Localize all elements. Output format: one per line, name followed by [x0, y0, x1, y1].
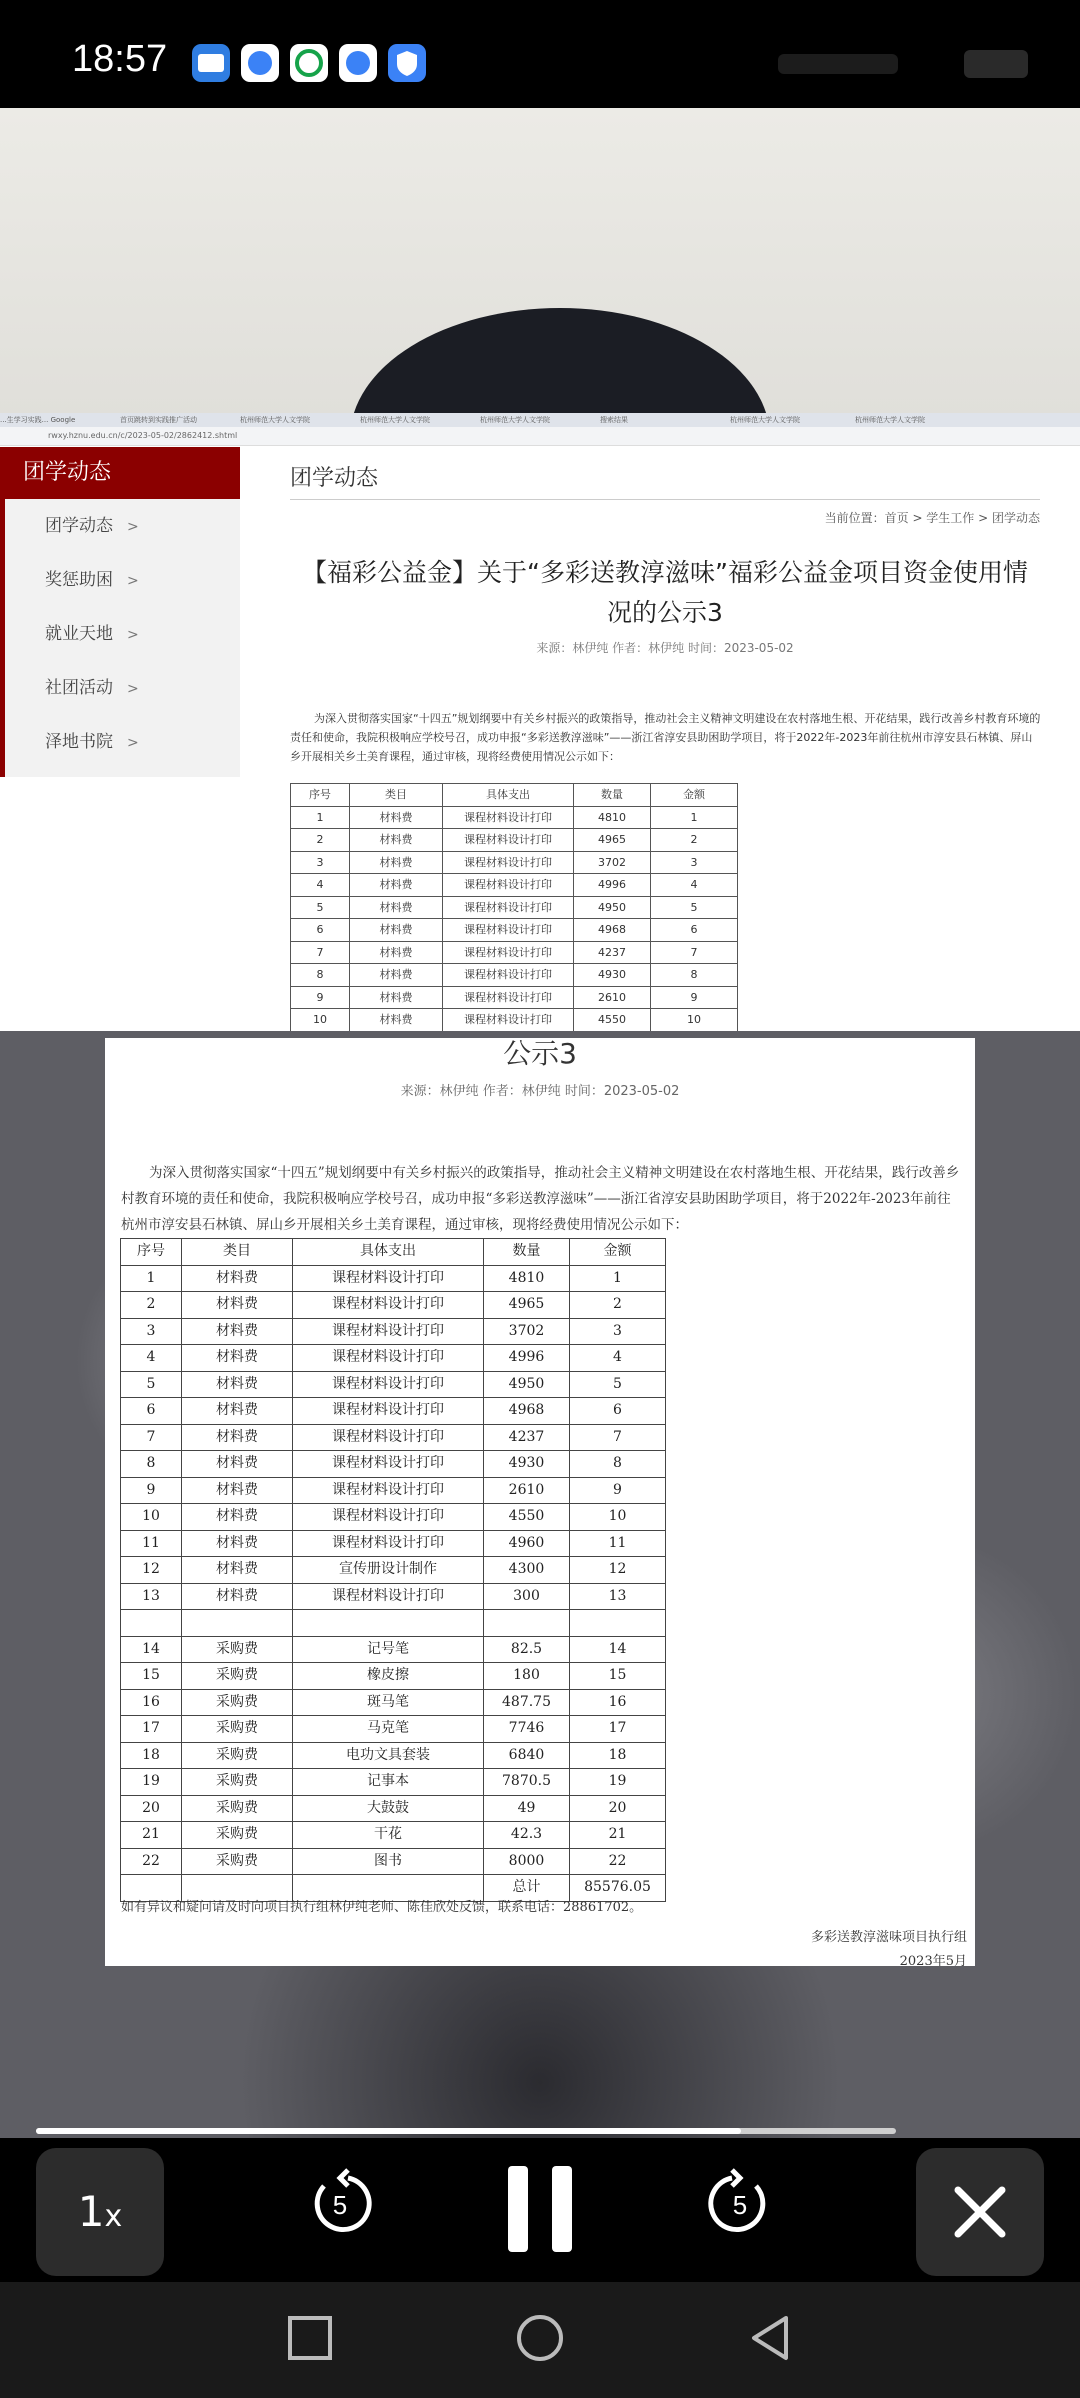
- table-cell: 干花: [293, 1822, 484, 1849]
- table-row: [121, 1265, 666, 1292]
- table-cell: 1: [291, 806, 350, 829]
- shield-app-icon: [388, 44, 426, 82]
- table-cell: 采购费: [182, 1769, 293, 1796]
- table-header-row: [291, 784, 738, 807]
- table-cell: 2: [651, 829, 738, 852]
- table-cell: 4930: [484, 1451, 570, 1478]
- table-cell: 材料费: [182, 1557, 293, 1584]
- table-cell: 9: [291, 986, 350, 1009]
- document-meta: 来源：林伊纯 作者：林伊纯 时间：2023-05-02: [400, 1084, 680, 1099]
- table-cell: 4550: [574, 1009, 651, 1032]
- table-cell: 大鼓鼓: [293, 1795, 484, 1822]
- document-body: 为深入贯彻落实国家“十四五”规划纲要中有关乡村振兴的政策指导，推动社会主义精神文明建设在农村落地生根、开花结果，践行改善乡村教育环境的责任和使命，我院积极响应学校号召，成功申报“多彩送教淳滋味”——浙江省淳安县助困助学项目，将于2022年-2023年前往杭州市淳安县石林镇、屏山乡开展相关乡土美育课程，通过审核，现将经费使用情况公示如下：: [121, 1165, 960, 1233]
- table-cell: 3: [121, 1318, 182, 1345]
- rewind-5-button[interactable]: [304, 2166, 376, 2238]
- table-cell: 11: [570, 1530, 666, 1557]
- table-cell: 8: [121, 1451, 182, 1478]
- signature-date: 2023年5月: [899, 1954, 967, 1966]
- table-cell: 材料费: [350, 896, 443, 919]
- table-cell: 4: [651, 874, 738, 897]
- table-cell: 82.5: [484, 1636, 570, 1663]
- table-cell: 2: [291, 829, 350, 852]
- table-header-row: [121, 1239, 666, 1266]
- table-cell: [182, 1610, 293, 1637]
- table-cell: 图书: [293, 1848, 484, 1875]
- table-row: [121, 1318, 666, 1345]
- table-cell: 6: [651, 919, 738, 942]
- table-cell: 5: [121, 1371, 182, 1398]
- table-cell: 马克笔: [293, 1716, 484, 1743]
- table-cell: 课程材料设计打印: [443, 986, 574, 1009]
- browser-screenshot: [0, 413, 1080, 1031]
- browser-icon-2: [339, 44, 377, 82]
- table-cell: 课程材料设计打印: [293, 1424, 484, 1451]
- table-cell: 6840: [484, 1742, 570, 1769]
- table-cell: 记号笔: [293, 1636, 484, 1663]
- table-cell: 课程材料设计打印: [443, 1009, 574, 1032]
- video-frame[interactable]: [0, 108, 1080, 2138]
- table-cell: 斑马笔: [293, 1689, 484, 1716]
- table-cell: 12: [121, 1557, 182, 1584]
- table-cell: 19: [570, 1769, 666, 1796]
- table-cell: 7: [570, 1424, 666, 1451]
- table-cell: 300: [484, 1583, 570, 1610]
- table-cell: 4950: [574, 896, 651, 919]
- table-cell: 3702: [484, 1318, 570, 1345]
- table-cell: 8: [570, 1451, 666, 1478]
- table-cell: 7: [291, 941, 350, 964]
- table-cell: 材料费: [182, 1451, 293, 1478]
- table-cell: 3: [651, 851, 738, 874]
- table-cell: 材料费: [182, 1424, 293, 1451]
- table-cell: 课程材料设计打印: [443, 941, 574, 964]
- sidebar-item: 团学动态 >: [45, 516, 139, 536]
- table-cell: 4300: [484, 1557, 570, 1584]
- table-cell: 采购费: [182, 1663, 293, 1690]
- table-header-cell: 金额: [570, 1239, 666, 1266]
- table-cell: 6: [570, 1398, 666, 1425]
- table-cell: 采购费: [182, 1795, 293, 1822]
- article-meta: 来源：林伊纯 作者：林伊纯 时间：2023-05-02: [536, 641, 794, 655]
- battery-icon: [964, 50, 1028, 78]
- table-cell: 材料费: [182, 1504, 293, 1531]
- table-cell: 课程材料设计打印: [293, 1477, 484, 1504]
- table-cell: 课程材料设计打印: [293, 1318, 484, 1345]
- table-cell: 课程材料设计打印: [443, 874, 574, 897]
- table-cell: 材料费: [182, 1292, 293, 1319]
- table-cell: 材料费: [182, 1583, 293, 1610]
- table-cell: 材料费: [182, 1371, 293, 1398]
- table-cell: 课程材料设计打印: [293, 1398, 484, 1425]
- table-header-cell: 具体支出: [443, 784, 574, 807]
- table-cell: 14: [121, 1636, 182, 1663]
- table-cell: 4550: [484, 1504, 570, 1531]
- pause-button[interactable]: [504, 2166, 576, 2238]
- table-cell: 课程材料设计打印: [443, 851, 574, 874]
- table-cell: 8: [291, 964, 350, 987]
- table-header-cell: 金额: [651, 784, 738, 807]
- table-row: [291, 986, 738, 1009]
- table-row: [121, 1345, 666, 1372]
- forward-5-button[interactable]: [704, 2166, 776, 2238]
- playback-speed-button[interactable]: 1x: [36, 2148, 164, 2276]
- table-cell: 材料费: [350, 851, 443, 874]
- table-cell: 7: [121, 1424, 182, 1451]
- table-cell: 课程材料设计打印: [293, 1371, 484, 1398]
- table-cell: 课程材料设计打印: [443, 829, 574, 852]
- table-cell: 课程材料设计打印: [293, 1265, 484, 1292]
- status-bar: [0, 0, 1080, 108]
- playback-progress-track[interactable]: [36, 2128, 896, 2134]
- table-cell: 17: [570, 1716, 666, 1743]
- divider: [290, 499, 1040, 500]
- table-cell: 5: [291, 896, 350, 919]
- table-row: [121, 1769, 666, 1796]
- table-cell: 采购费: [182, 1689, 293, 1716]
- table-cell: 7: [651, 941, 738, 964]
- table-cell: 12: [570, 1557, 666, 1584]
- table-row: [121, 1716, 666, 1743]
- table-cell: 4968: [574, 919, 651, 942]
- table-cell: 19: [121, 1769, 182, 1796]
- section-title: 团学动态: [290, 466, 379, 491]
- table-row: [121, 1371, 666, 1398]
- table-cell: 7870.5: [484, 1769, 570, 1796]
- status-indicators: [778, 46, 1028, 80]
- table-cell: 18: [121, 1742, 182, 1769]
- table-cell: 采购费: [182, 1716, 293, 1743]
- table-cell: 18: [570, 1742, 666, 1769]
- table-row: [121, 1689, 666, 1716]
- square-icon: [284, 2312, 336, 2364]
- browser-tabbar: [0, 413, 1080, 427]
- sidebar-item: 泽地书院 >: [45, 732, 139, 752]
- table-cell: 总计: [484, 1875, 570, 1902]
- table-cell: 10: [570, 1504, 666, 1531]
- table-cell: 课程材料设计打印: [293, 1530, 484, 1557]
- table-cell: 13: [121, 1583, 182, 1610]
- table-row: [121, 1636, 666, 1663]
- table-row: [121, 1822, 666, 1849]
- table-cell: 2: [121, 1292, 182, 1319]
- expense-table-web: [290, 783, 738, 1031]
- table-cell: 2610: [574, 986, 651, 1009]
- table-cell: 9: [121, 1477, 182, 1504]
- breadcrumb: 当前位置：首页 > 学生工作 > 团学动态: [824, 511, 1040, 525]
- honor-app-icon: [192, 44, 230, 82]
- table-cell: 10: [291, 1009, 350, 1032]
- table-cell: 材料费: [182, 1345, 293, 1372]
- sidebar-item: 奖惩助困 >: [45, 570, 139, 590]
- table-cell: 180: [484, 1663, 570, 1690]
- browser-tab: 杭州师范大学人文学院: [730, 416, 800, 424]
- sidebar-item: 就业天地 >: [45, 624, 139, 644]
- table-cell: 16: [570, 1689, 666, 1716]
- article-body: 为深入贯彻落实国家“十四五”规划纲要中有关乡村振兴的政策指导，推动社会主义精神文明建设在农村落地生根、开花结果，践行改善乡村教育环境的责任和使命，我院积极响应学校号召，成功申报“多彩送教淳滋味”——浙江省淳安县助困助学项目，将于2022年-2023年前往杭州市淳安县石林镇、屏山乡开展相关乡土美育课程，通过审核，现将经费使用情况公示如下：: [290, 712, 1041, 763]
- table-row: [121, 1795, 666, 1822]
- table-cell: 采购费: [182, 1822, 293, 1849]
- table-cell: 13: [570, 1583, 666, 1610]
- table-row: [291, 806, 738, 829]
- table-cell: 3: [570, 1318, 666, 1345]
- triangle-back-icon: [744, 2312, 796, 2364]
- forward-icon: [704, 2166, 776, 2238]
- table-cell: [293, 1610, 484, 1637]
- table-cell: 9: [570, 1477, 666, 1504]
- table-cell: 15: [121, 1663, 182, 1690]
- table-cell: 15: [570, 1663, 666, 1690]
- table-cell: 4: [121, 1345, 182, 1372]
- table-cell: 材料费: [182, 1477, 293, 1504]
- table-cell: 5: [570, 1371, 666, 1398]
- table-row: [291, 941, 738, 964]
- close-button[interactable]: [916, 2148, 1044, 2276]
- table-cell: 10: [651, 1009, 738, 1032]
- table-cell: 课程材料设计打印: [293, 1345, 484, 1372]
- table-cell: 6: [291, 919, 350, 942]
- table-cell: 4810: [574, 806, 651, 829]
- pause-icon: [504, 2166, 576, 2252]
- table-cell: 17: [121, 1716, 182, 1743]
- table-cell: 4: [570, 1345, 666, 1372]
- table-cell: 1: [570, 1265, 666, 1292]
- table-cell: 材料费: [182, 1398, 293, 1425]
- table-cell: 材料费: [350, 1009, 443, 1032]
- table-row: [121, 1398, 666, 1425]
- playback-progress-fill: [36, 2128, 741, 2134]
- table-cell: 9: [651, 986, 738, 1009]
- table-cell: 4965: [574, 829, 651, 852]
- table-cell: 2610: [484, 1477, 570, 1504]
- table-cell: 4968: [484, 1398, 570, 1425]
- table-row: [121, 1663, 666, 1690]
- table-cell: 材料费: [182, 1265, 293, 1292]
- browser-url: rwxy.hznu.edu.cn/c/2023-05-02/2862412.shtml: [48, 431, 238, 440]
- table-cell: 采购费: [182, 1636, 293, 1663]
- table-row: [121, 1477, 666, 1504]
- table-header-cell: 数量: [484, 1239, 570, 1266]
- sidebar-title: 团学动态: [5, 447, 240, 499]
- table-cell: 材料费: [350, 986, 443, 1009]
- table-cell: 橡皮擦: [293, 1663, 484, 1690]
- home-button[interactable]: [514, 2312, 566, 2364]
- system-nav-bar: [0, 2282, 1080, 2398]
- player-controls: [0, 2138, 1080, 2282]
- table-cell: 4950: [484, 1371, 570, 1398]
- table-cell: 1: [651, 806, 738, 829]
- table-cell: 材料费: [350, 829, 443, 852]
- table-row: [121, 1451, 666, 1478]
- table-cell: 21: [121, 1822, 182, 1849]
- table-cell: 22: [121, 1848, 182, 1875]
- table-row: [291, 874, 738, 897]
- table-cell: [121, 1610, 182, 1637]
- browser-tab: 首页跳转到实践推广活动: [120, 416, 197, 424]
- svg-text:5: 5: [332, 2190, 348, 2220]
- table-cell: 宣传册设计制作: [293, 1557, 484, 1584]
- table-cell: 14: [570, 1636, 666, 1663]
- table-cell: 2: [570, 1292, 666, 1319]
- table-row: [291, 851, 738, 874]
- table-cell: 材料费: [182, 1530, 293, 1557]
- table-row: [121, 1557, 666, 1584]
- table-cell: 10: [121, 1504, 182, 1531]
- expense-table-paper: [120, 1238, 666, 1902]
- table-cell: [570, 1610, 666, 1637]
- mobile-carrier-icon: [290, 44, 328, 82]
- browser-tab: 杭州师范大学人文学院: [855, 416, 925, 424]
- table-cell: 课程材料设计打印: [293, 1504, 484, 1531]
- table-row: [121, 1504, 666, 1531]
- browser-tab: 杭州师范大学人文学院: [480, 416, 550, 424]
- table-cell: 1: [121, 1265, 182, 1292]
- table-row: [121, 1610, 666, 1637]
- table-cell: 85576.05: [570, 1875, 666, 1902]
- table-cell: 课程材料设计打印: [293, 1583, 484, 1610]
- table-cell: 4930: [574, 964, 651, 987]
- table-row: [121, 1530, 666, 1557]
- table-cell: 采购费: [182, 1848, 293, 1875]
- table-row: [121, 1424, 666, 1451]
- svg-text:5: 5: [732, 2190, 748, 2220]
- article-title: 【福彩公益金】关于“多彩送教淳滋味”福彩公益金项目资金使用情况的公示3: [302, 558, 1028, 627]
- signature-text: 多彩送教淳滋味项目执行组: [810, 1930, 967, 1945]
- table-cell: 4237: [484, 1424, 570, 1451]
- browser-tab: 杭州师范大学人文学院: [240, 416, 310, 424]
- table-cell: 11: [121, 1530, 182, 1557]
- table-cell: 电功文具套装: [293, 1742, 484, 1769]
- table-cell: [484, 1610, 570, 1637]
- table-cell: 材料费: [350, 964, 443, 987]
- table-row: [121, 1848, 666, 1875]
- site-sidebar: [0, 447, 240, 777]
- browser-tab: ...生学习实践... Google: [0, 416, 76, 424]
- table-cell: 8: [651, 964, 738, 987]
- table-cell: 6: [121, 1398, 182, 1425]
- table-cell: 42.3: [484, 1822, 570, 1849]
- rewind-icon: [304, 2166, 376, 2238]
- table-row: [291, 896, 738, 919]
- table-header-cell: 类目: [182, 1239, 293, 1266]
- status-time: 18:57: [72, 38, 168, 80]
- table-cell: 8000: [484, 1848, 570, 1875]
- sidebar-item: 社团活动 >: [45, 678, 139, 698]
- table-header-cell: 具体支出: [293, 1239, 484, 1266]
- printed-document: [105, 1038, 975, 1966]
- table-cell: 7746: [484, 1716, 570, 1743]
- table-cell: 21: [570, 1822, 666, 1849]
- table-row: [291, 964, 738, 987]
- table-row: [121, 1742, 666, 1769]
- table-cell: 课程材料设计打印: [293, 1451, 484, 1478]
- document-footer-note: 如有异议和疑问请及时向项目执行组林伊纯老师、陈佳欣处反馈，联系电话：28861702。: [121, 1900, 643, 1915]
- table-cell: 材料费: [350, 874, 443, 897]
- table-cell: 课程材料设计打印: [443, 896, 574, 919]
- table-row: [291, 1009, 738, 1032]
- table-cell: 4996: [484, 1345, 570, 1372]
- table-row: [291, 829, 738, 852]
- browser-tab: 搜索结果: [600, 416, 628, 424]
- table-cell: 20: [121, 1795, 182, 1822]
- table-cell: 课程材料设计打印: [443, 806, 574, 829]
- table-cell: 4960: [484, 1530, 570, 1557]
- table-cell: 16: [121, 1689, 182, 1716]
- circle-icon: [514, 2312, 566, 2364]
- table-cell: 材料费: [182, 1318, 293, 1345]
- table-cell: 4810: [484, 1265, 570, 1292]
- table-cell: 22: [570, 1848, 666, 1875]
- table-cell: 487.75: [484, 1689, 570, 1716]
- browser-icon: [241, 44, 279, 82]
- table-cell: 3702: [574, 851, 651, 874]
- table-row: [121, 1583, 666, 1610]
- table-cell: 采购费: [182, 1742, 293, 1769]
- table-cell: 课程材料设计打印: [443, 919, 574, 942]
- document-signature: [811, 1926, 967, 1966]
- table-cell: 3: [291, 851, 350, 874]
- table-cell: 4237: [574, 941, 651, 964]
- table-cell: 材料费: [350, 941, 443, 964]
- table-cell: 记事本: [293, 1769, 484, 1796]
- table-cell: 49: [484, 1795, 570, 1822]
- table-cell: 材料费: [350, 806, 443, 829]
- table-cell: 20: [570, 1795, 666, 1822]
- recent-apps-button[interactable]: [284, 2312, 336, 2364]
- browser-urlbar: [0, 427, 1080, 446]
- table-cell: 课程材料设计打印: [443, 964, 574, 987]
- table-header-cell: 序号: [121, 1239, 182, 1266]
- table-cell: 材料费: [350, 919, 443, 942]
- table-cell: 4996: [574, 874, 651, 897]
- table-row: [291, 919, 738, 942]
- back-button[interactable]: [744, 2312, 796, 2364]
- table-header-cell: 序号: [291, 784, 350, 807]
- table-cell: 4: [291, 874, 350, 897]
- table-header-cell: 数量: [574, 784, 651, 807]
- close-icon: [916, 2148, 1044, 2276]
- table-row: [121, 1292, 666, 1319]
- table-cell: 4965: [484, 1292, 570, 1319]
- browser-tab: 杭州师范大学人文学院: [360, 416, 430, 424]
- table-cell: 课程材料设计打印: [293, 1292, 484, 1319]
- table-cell: 5: [651, 896, 738, 919]
- document-title: 公示3: [503, 1038, 577, 1070]
- table-header-cell: 类目: [350, 784, 443, 807]
